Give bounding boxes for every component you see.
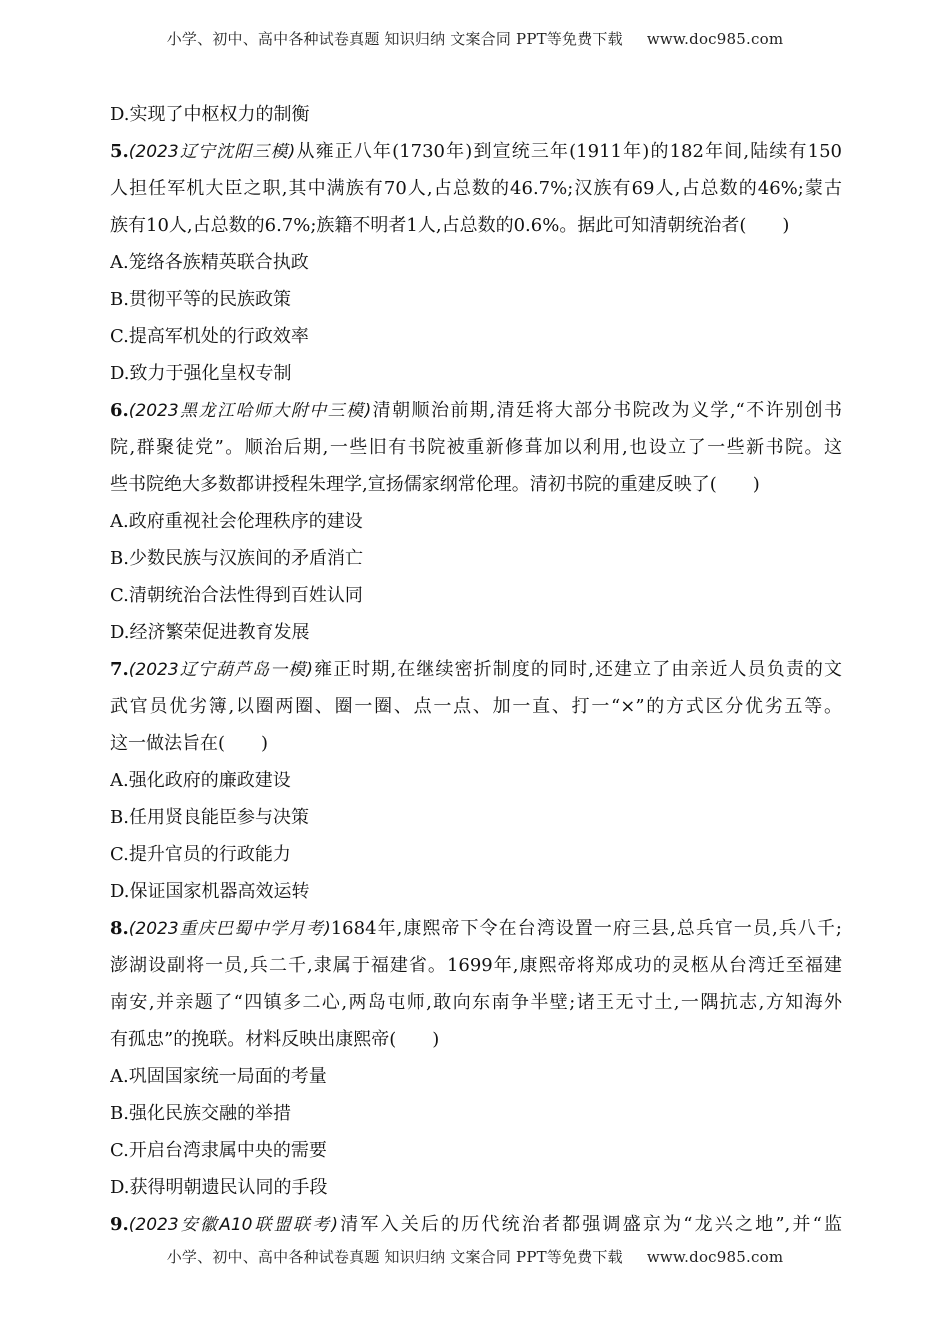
question-number: 9. (110, 1214, 129, 1235)
question-stem-text: 清朝顺治前期,清廷将大部分书院改为义学,“不许别创书 (371, 400, 842, 421)
footer-text: 小学、初中、高中各种试卷真题 知识归纳 文案合同 PPT等免费下载 (166, 1248, 623, 1266)
question-source: (2023辽宁葫芦岛一模) (128, 660, 314, 680)
option-c: C.清朝统治合法性得到百姓认同 (110, 585, 363, 606)
question-stem-line: 南安,并亲题了“四镇多二心,两岛屯师,敢向东南争半壁;诸王无寸土,一隅抗志,方知海外 (110, 992, 842, 1013)
previous-question-option: D.实现了中枢权力的制衡 (110, 104, 310, 125)
option-d: D.获得明朝遗民认同的手段 (110, 1177, 328, 1198)
question-source: (2023安徽A10联盟联考) (128, 1215, 339, 1235)
question-stem-line: 有孤忠”的挽联。材料反映出康熙帝( ) (110, 1029, 440, 1050)
question-number: 8. (110, 918, 129, 939)
option-b: B.少数民族与汉族间的矛盾消亡 (110, 548, 363, 569)
option-a: A.笼络各族精英联合执政 (110, 252, 309, 273)
question-stem-line: 人担任军机大臣之职,其中满族有70人,占总数的46.7%;汉族有69人,占总数的46%;蒙古 (110, 178, 842, 199)
option-d: D.致力于强化皇权专制 (110, 363, 292, 384)
question-stem-text: 1684年,康熙帝下令在台湾设置一府三县,总兵官一员,兵八千; (330, 918, 842, 939)
question-7 (110, 651, 842, 910)
question-stem-line (110, 133, 842, 170)
option-d: D.保证国家机器高效运转 (110, 881, 310, 902)
question-stem-line (110, 392, 842, 429)
question-stem-line (110, 651, 842, 688)
question-stem-line: 这一做法旨在( ) (110, 733, 269, 754)
option-b: B.强化民族交融的举措 (110, 1103, 291, 1124)
question-stem-text: 从雍正八年(1730年)到宣统三年(1911年)的182年间,陆续有150 (295, 141, 842, 162)
header-text: 小学、初中、高中各种试卷真题 知识归纳 文案合同 PPT等免费下载 (166, 30, 623, 48)
option-d: D.经济繁荣促进教育发展 (110, 622, 310, 643)
option-b: B.任用贤良能臣参与决策 (110, 807, 309, 828)
question-stem-line: 澎湖设副将一员,兵二千,隶属于福建省。1699年,康熙帝将郑成功的灵柩从台湾迁至福建 (110, 955, 842, 976)
question-stem-line: 些书院绝大多数都讲授程朱理学,宣扬儒家纲常伦理。清初书院的重建反映了( ) (110, 474, 760, 495)
page-header (0, 28, 950, 49)
question-stem-line (110, 910, 842, 947)
question-stem-line: 武官员优劣簿,以圈两圈、圈一圈、点一点、加一直、打一“×”的方式区分优劣五等。 (110, 696, 842, 717)
option-c: C.开启台湾隶属中央的需要 (110, 1140, 327, 1161)
question-9 (110, 1206, 842, 1243)
question-list (110, 96, 842, 1243)
option-b: B.贯彻平等的民族政策 (110, 289, 291, 310)
question-source: (2023辽宁沈阳三模) (128, 142, 296, 162)
question-number: 6. (110, 400, 129, 421)
option-c: C.提升官员的行政能力 (110, 844, 291, 865)
option-a: A.强化政府的廉政建设 (110, 770, 291, 791)
header-url: www.doc985.com (646, 30, 784, 48)
question-source: (2023重庆巴蜀中学月考) (128, 919, 331, 939)
question-5 (110, 133, 842, 392)
question-stem-line: 族有10人,占总数的6.7%;族籍不明者1人,占总数的0.6%。据此可知清朝统治者( ) (110, 215, 790, 236)
question-source: (2023黑龙江哈师大附中三模) (128, 401, 372, 421)
option-c: C.提高军机处的行政效率 (110, 326, 309, 347)
question-stem-line: 院,群聚徒党”。顺治后期,一些旧有书院被重新修葺加以利用,也设立了一些新书院。这 (110, 437, 842, 458)
footer-url: www.doc985.com (646, 1248, 784, 1266)
option-a: A.政府重视社会伦理秩序的建设 (110, 511, 363, 532)
option-a: A.巩固国家统一局面的考量 (110, 1066, 327, 1087)
question-8 (110, 910, 842, 1206)
question-stem-text: 雍正时期,在继续密折制度的同时,还建立了由亲近人员负责的文 (313, 659, 842, 680)
question-number: 7. (110, 659, 129, 680)
question-stem-line (110, 1206, 842, 1243)
question-6 (110, 392, 842, 651)
question-number: 5. (110, 141, 129, 162)
question-stem-text: 清军入关后的历代统治者都强调盛京为“龙兴之地”,并“监 (338, 1214, 842, 1235)
page-footer (0, 1246, 950, 1267)
